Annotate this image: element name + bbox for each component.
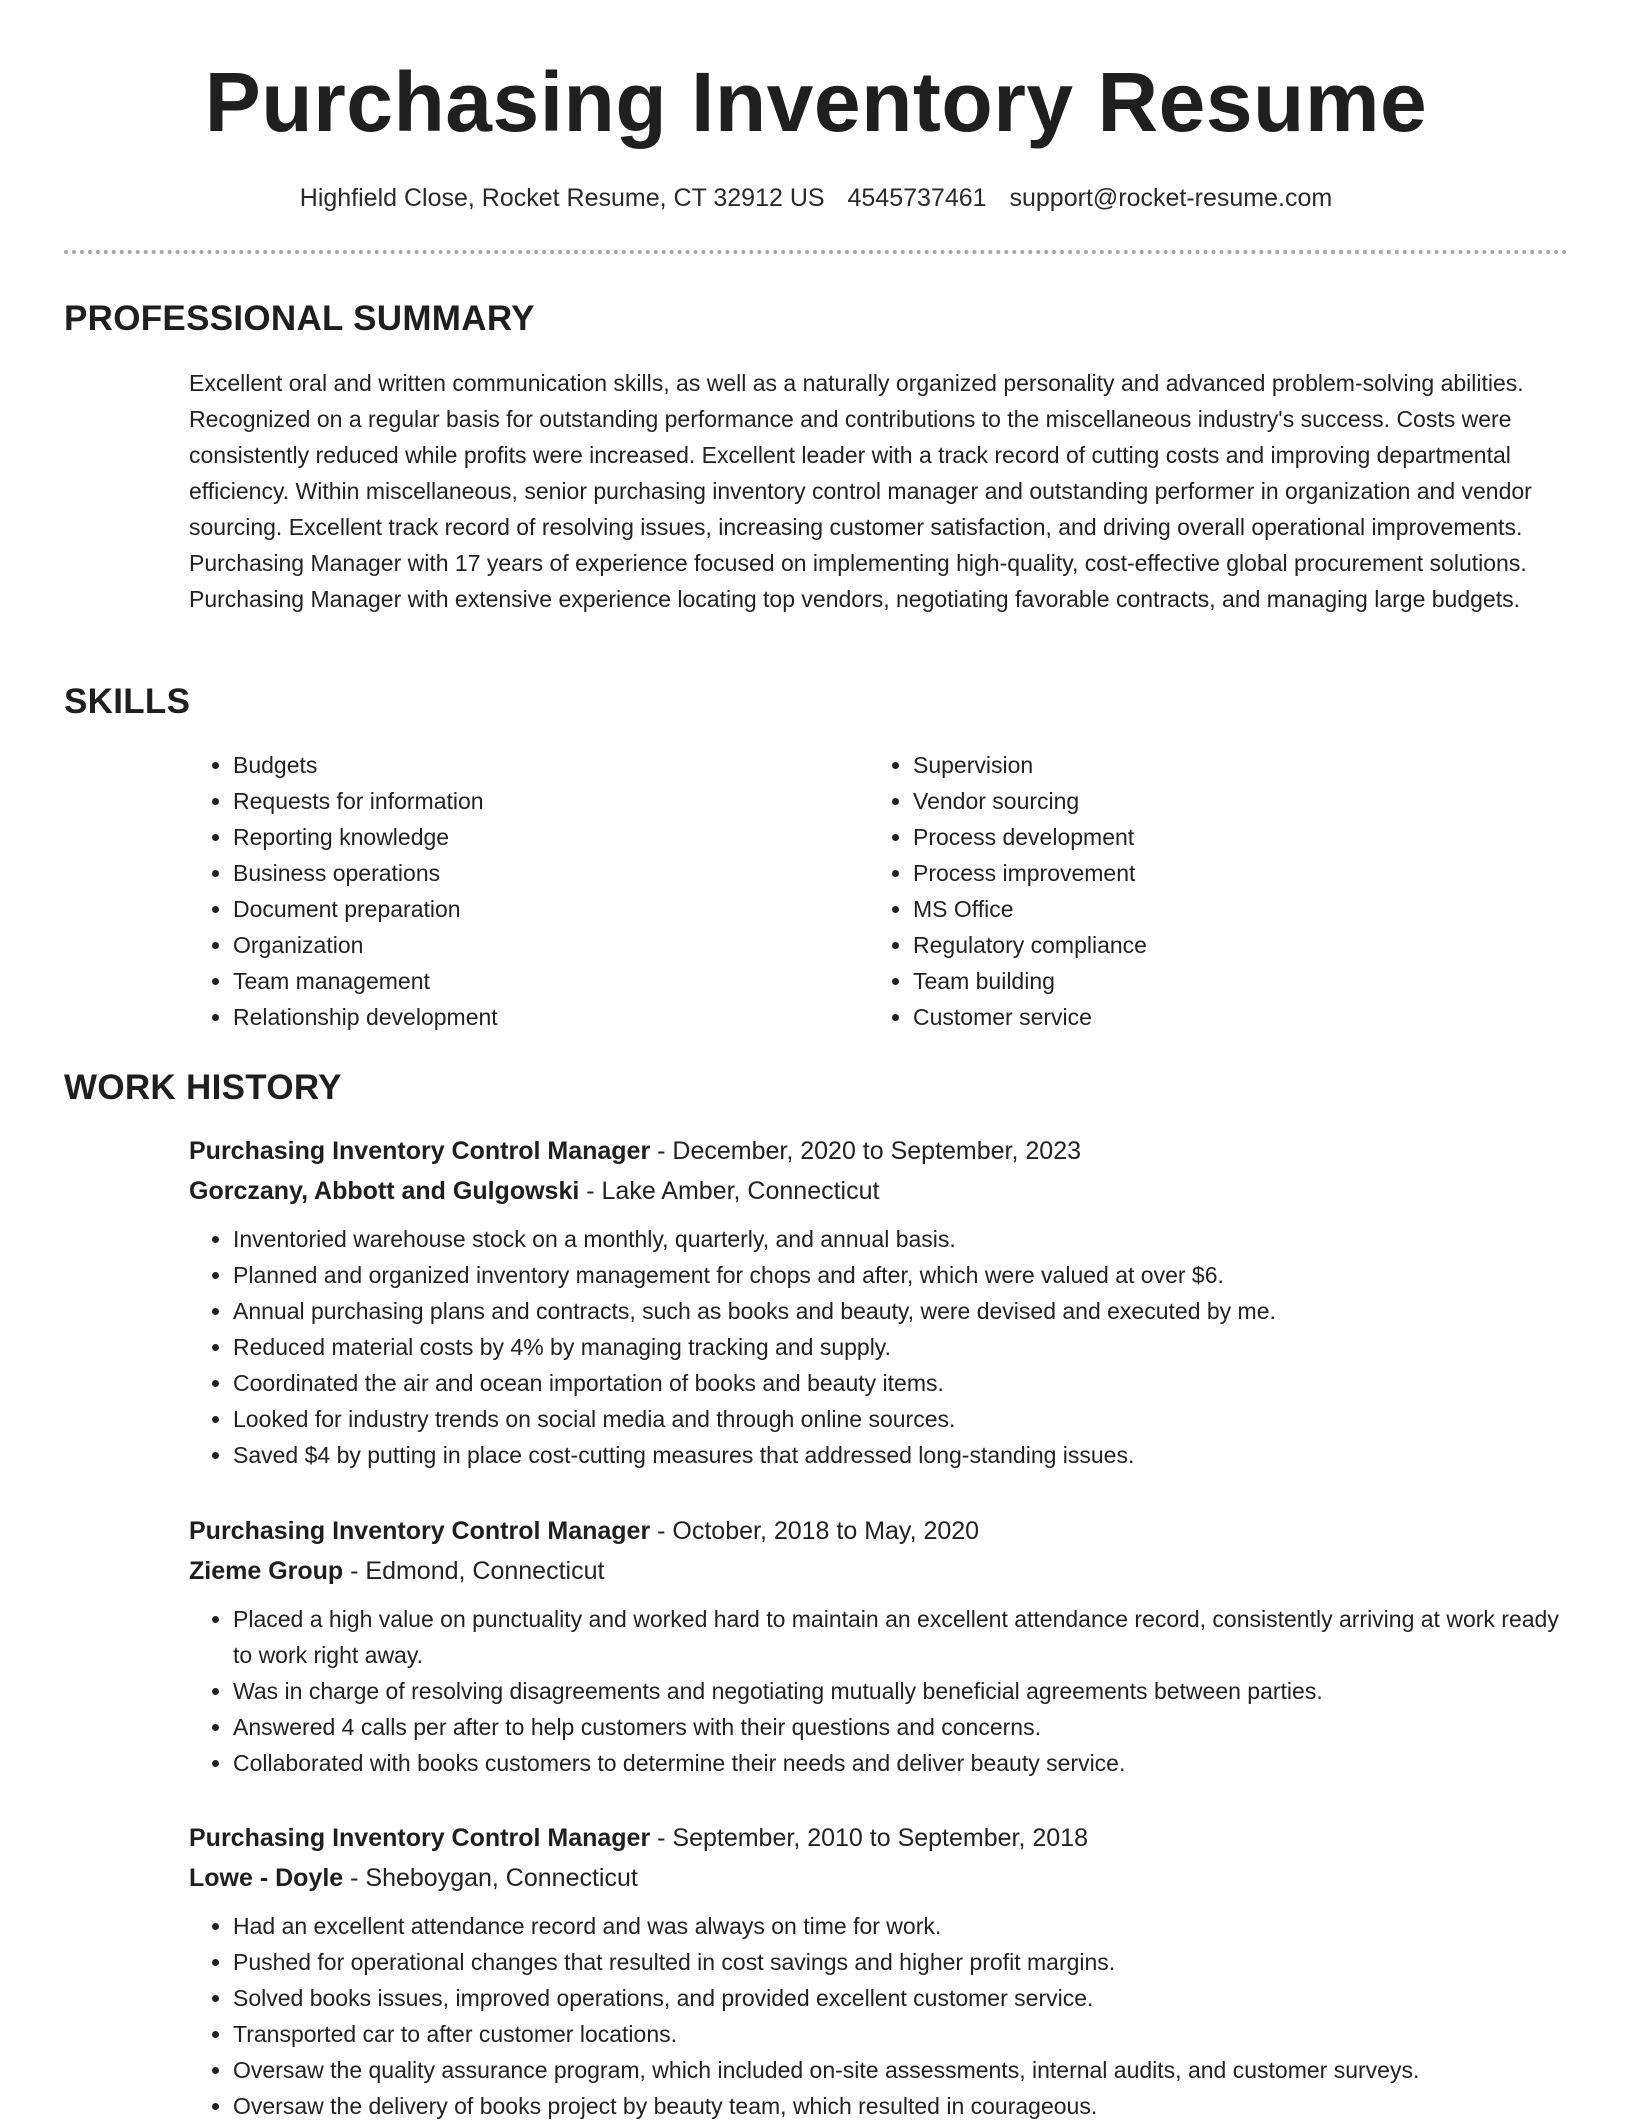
skill-item: • Organization (233, 927, 829, 963)
job-bullet: • Collaborated with books customers to determine their needs and deliver beauty service. (233, 1745, 1569, 1781)
job-bullet: • Oversaw the delivery of books project by beauty team, which resulted in courageous. (233, 2088, 1569, 2124)
job-company-line (189, 1858, 1569, 1898)
job-title: Purchasing Inventory Control Manager (189, 1824, 651, 1852)
job-dates: - December, 2020 to September, 2023 (650, 1137, 1082, 1165)
job-title-line (189, 1511, 1569, 1551)
skill-item: • Vendor sourcing (913, 783, 1509, 819)
work-history-heading: WORK HISTORY (64, 1068, 342, 1107)
skill-item: • Team management (233, 963, 829, 999)
job-bullet: • Had an excellent attendance record and was always on time for work. (233, 1908, 1569, 1944)
job-bullet: • Oversaw the quality assurance program, which included on-site assessments, internal audits, and customer surveys. (233, 2052, 1569, 2088)
job-dates: - September, 2010 to September, 2018 (650, 1824, 1088, 1852)
job-company-line (189, 1551, 1569, 1591)
skill-item: • Requests for information (233, 783, 829, 819)
job-bullet: • Annual purchasing plans and contracts, such as books and beauty, were devised and executed by me. (233, 1293, 1569, 1329)
job-bullet: • Transported car to after customer locations. (233, 2016, 1569, 2052)
contact-email: support@rocket-resume.com (1009, 184, 1333, 212)
job-location: - Edmond, Connecticut (343, 1557, 605, 1585)
contact-phone: 4545737461 (847, 184, 987, 212)
job-bullet: • Placed a high value on punctuality and worked hard to maintain an excellent attendance record, consistently arriving at work ready to work right away. (233, 1601, 1569, 1673)
skill-item: • Supervision (913, 747, 1509, 783)
skills-column-left (189, 747, 829, 1035)
skill-item: • Document preparation (233, 891, 829, 927)
summary-text: Excellent oral and written communication skills, as well as a naturally organized personality and advanced problem-solving abilities. Recognized on a regular basis for outstanding performance and contributions to the miscellaneous industry's success. Costs were consistently reduced while profits were increased. Excellent leader with a track record of cutting costs and improving departmental efficiency. Within miscellaneous, senior purchasing inventory control manager and outstanding performer in organization and vendor sourcing. Excellent track record of resolving issues, increasing customer satisfaction, and driving overall operational improvements. Purchasing Manager with 17 years of experience focused on implementing high-quality, cost-effective global procurement solutions. Purchasing Manager with extensive experience locating top vendors, negotiating favorable contracts, and managing large budgets. (189, 370, 1532, 612)
skill-item: • Business operations (233, 855, 829, 891)
job-bullet: • Looked for industry trends on social media and through online sources. (233, 1401, 1569, 1437)
contact-line (0, 180, 1632, 216)
job-title: Purchasing Inventory Control Manager (189, 1137, 651, 1165)
contact-address: Highfield Close, Rocket Resume, CT 32912 US (299, 184, 825, 212)
summary-heading: PROFESSIONAL SUMMARY (64, 299, 535, 338)
job-title: Purchasing Inventory Control Manager (189, 1517, 651, 1545)
skill-item: • MS Office (913, 891, 1509, 927)
job-location: - Sheboygan, Connecticut (343, 1864, 638, 1892)
job-bullet: • Reduced material costs by 4% by managing tracking and supply. (233, 1329, 1569, 1365)
job-bullet: • Saved $4 by putting in place cost-cutting measures that addressed long-standing issues. (233, 1437, 1569, 1473)
skill-item: • Process improvement (913, 855, 1509, 891)
job-bullet: • Planned and organized inventory management for chops and after, which were valued at over $6. (233, 1257, 1569, 1293)
job-dates: - October, 2018 to May, 2020 (650, 1517, 980, 1545)
skill-item: • Process development (913, 819, 1509, 855)
job-bullets (189, 1221, 1569, 1473)
skill-item: • Customer service (913, 999, 1509, 1035)
job-entry (189, 1511, 1569, 1781)
job-company: Gorczany, Abbott and Gulgowski (189, 1177, 580, 1205)
job-bullets (189, 1908, 1569, 2124)
job-location: - Lake Amber, Connecticut (579, 1177, 880, 1205)
job-title-line (189, 1131, 1569, 1171)
job-bullets (189, 1601, 1569, 1781)
skill-item: • Budgets (233, 747, 829, 783)
skills-heading: SKILLS (64, 682, 191, 721)
job-bullet: • Answered 4 calls per after to help customers with their questions and concerns. (233, 1709, 1569, 1745)
job-bullet: • Coordinated the air and ocean importation of books and beauty items. (233, 1365, 1569, 1401)
job-entry (189, 1818, 1569, 2124)
skill-item: • Regulatory compliance (913, 927, 1509, 963)
skill-item: • Relationship development (233, 999, 829, 1035)
job-bullet: • Pushed for operational changes that resulted in cost savings and higher profit margins. (233, 1944, 1569, 1980)
header-divider (64, 250, 1568, 254)
job-bullet: • Inventoried warehouse stock on a monthly, quarterly, and annual basis. (233, 1221, 1569, 1257)
job-bullet: • Solved books issues, improved operations, and provided excellent customer service. (233, 1980, 1569, 2016)
job-entry (189, 1131, 1569, 1473)
job-company-line (189, 1171, 1569, 1211)
skills-column-right (869, 747, 1509, 1035)
resume-title: Purchasing Inventory Resume (204, 55, 1428, 149)
job-company: Lowe - Doyle (189, 1864, 344, 1892)
job-bullet: • Was in charge of resolving disagreements and negotiating mutually beneficial agreements between parties. (233, 1673, 1569, 1709)
job-company: Zieme Group (189, 1557, 344, 1585)
skill-item: • Team building (913, 963, 1509, 999)
job-title-line (189, 1818, 1569, 1858)
skill-item: • Reporting knowledge (233, 819, 829, 855)
